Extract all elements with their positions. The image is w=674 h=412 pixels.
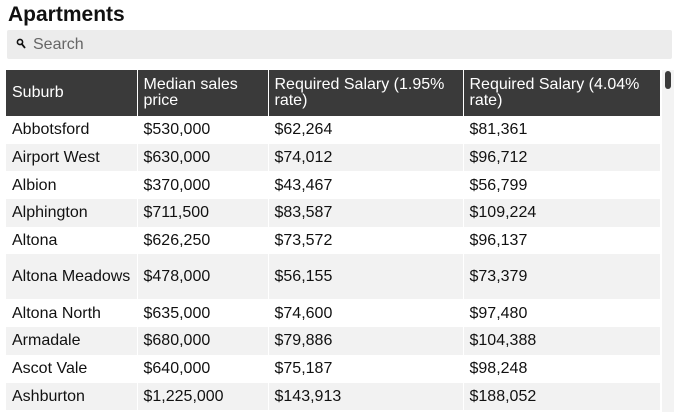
- scrollbar-thumb[interactable]: [665, 71, 671, 89]
- cell-salary-low-rate: $83,587: [268, 199, 463, 227]
- cell-suburb: Albion: [6, 171, 137, 199]
- cell-salary-low-rate: $56,155: [268, 254, 463, 299]
- cell-salary-high-rate: $96,137: [469, 232, 528, 250]
- cell-salary-high-rate: $97,480: [469, 304, 528, 322]
- cell-suburb: Alphington: [6, 199, 137, 227]
- search-bar[interactable]: [7, 30, 672, 59]
- cell-salary-high-rate: $81,361: [469, 121, 528, 139]
- search-input[interactable]: [32, 33, 652, 56]
- cell-salary-high-rate: $98,248: [469, 360, 528, 378]
- cell-suburb: Abbotsford: [6, 116, 137, 144]
- cell-suburb: Altona North: [6, 299, 137, 327]
- cell-suburb: Altona: [6, 227, 137, 255]
- column-header-salary-4-04[interactable]: Required Salary (4.04% rate): [463, 70, 660, 116]
- table-row: [6, 299, 660, 327]
- cell-suburb: Altona Meadows: [6, 254, 137, 299]
- table-row: [6, 171, 660, 199]
- cell-median-price: $478,000: [137, 254, 268, 299]
- cell-median-price: $530,000: [137, 116, 268, 144]
- column-header-salary-1-95[interactable]: Required Salary (1.95% rate): [268, 70, 463, 116]
- column-header-suburb[interactable]: Suburb: [6, 70, 137, 116]
- table-row: [6, 254, 660, 299]
- search-icon: [16, 38, 26, 50]
- cell-salary-low-rate: $143,913: [268, 383, 463, 411]
- cell-suburb: Airport West: [6, 144, 137, 172]
- cell-salary-high-rate: $104,388: [463, 327, 660, 355]
- table-row: [6, 355, 660, 383]
- cell-salary-low-rate: $75,187: [268, 355, 463, 383]
- cell-suburb: Ascot Vale: [6, 355, 137, 383]
- cell-salary-low-rate: $79,886: [268, 327, 463, 355]
- page-title: Apartments: [8, 3, 125, 26]
- cell-salary-low-rate: $43,467: [268, 171, 463, 199]
- cell-salary-low-rate: $73,572: [268, 227, 463, 255]
- table-row: [6, 383, 660, 411]
- cell-salary-high-rate: $73,379: [463, 254, 660, 299]
- cell-median-price: $626,250: [137, 227, 268, 255]
- cell-median-price: $711,500: [137, 199, 268, 227]
- cell-median-price: $635,000: [137, 299, 268, 327]
- cell-salary-low-rate: $74,012: [268, 144, 463, 172]
- column-header-median-price[interactable]: Median sales price: [137, 70, 268, 116]
- table-row: [6, 116, 660, 144]
- cell-median-price: $680,000: [137, 327, 268, 355]
- table-header-row: [6, 70, 660, 116]
- cell-salary-low-rate: $74,600: [268, 299, 463, 327]
- table-row: [6, 144, 660, 172]
- table-row: [6, 227, 660, 255]
- table-row: [6, 327, 660, 355]
- apartments-table: [6, 70, 660, 412]
- cell-salary-high-rate: $188,052: [463, 383, 660, 411]
- cell-salary-high-rate: $56,799: [469, 176, 528, 194]
- cell-suburb: Ashburton: [6, 383, 137, 411]
- cell-salary-high-rate: $109,224: [463, 199, 660, 227]
- cell-median-price: $1,225,000: [137, 383, 268, 411]
- cell-suburb: Armadale: [6, 327, 137, 355]
- cell-median-price: $640,000: [137, 355, 268, 383]
- cell-salary-high-rate: $96,712: [463, 144, 660, 172]
- cell-median-price: $370,000: [137, 171, 268, 199]
- cell-median-price: $630,000: [137, 144, 268, 172]
- cell-salary-low-rate: $62,264: [268, 116, 463, 144]
- vertical-scrollbar[interactable]: [662, 70, 674, 412]
- table-row: [6, 199, 660, 227]
